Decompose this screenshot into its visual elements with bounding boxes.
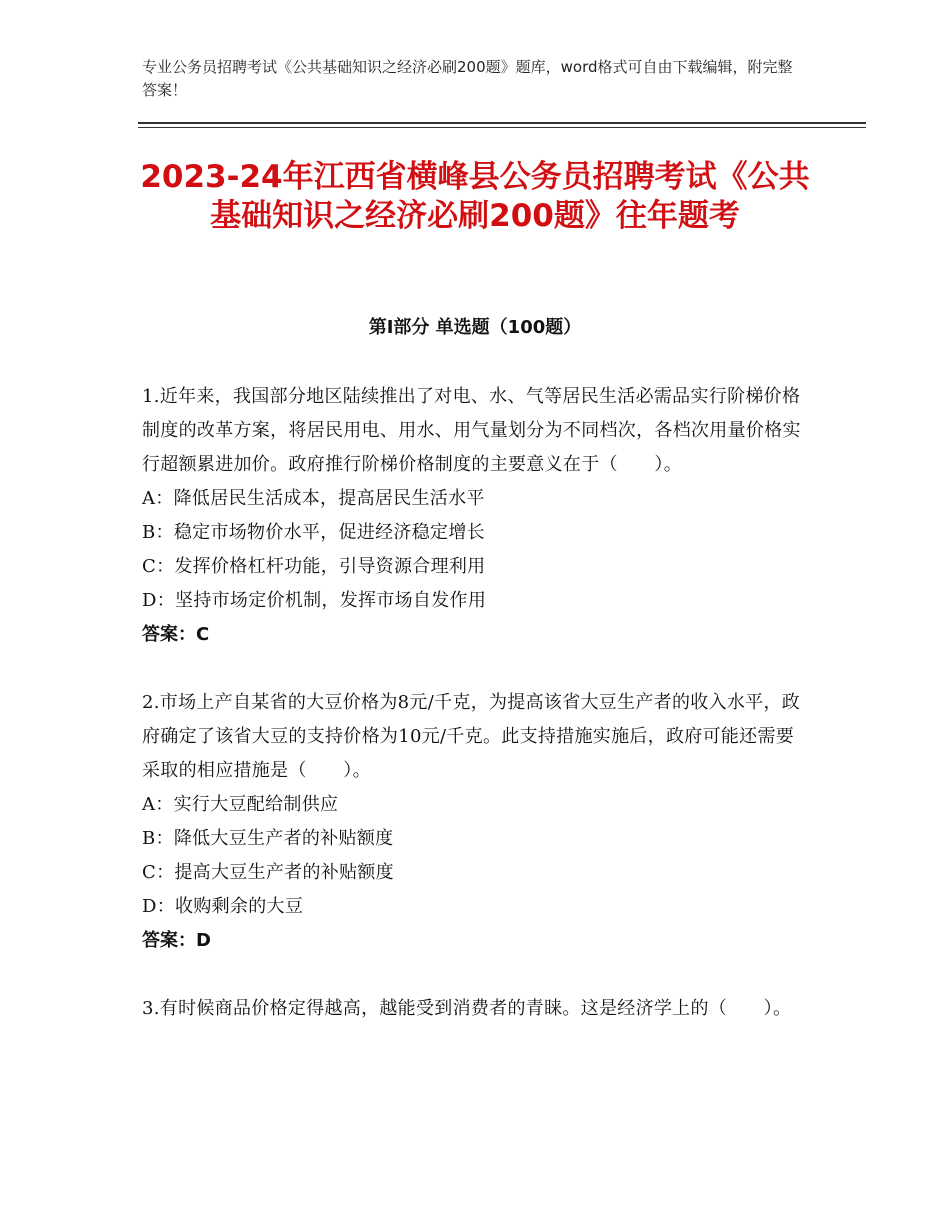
- header-note: 专业公务员招聘考试《公共基础知识之经济必刷200题》题库，word格式可自由下载编辑，附完整答案！: [142, 58, 793, 99]
- question-stem: 3.有时候商品价格定得越高，越能受到消费者的青睐。这是经济学上的（ ）。: [142, 998, 792, 1019]
- answer: 答案：C: [142, 624, 210, 645]
- option-a: A：实行大豆配给制供应: [142, 794, 339, 815]
- question-list: [142, 380, 806, 1060]
- option-d: D：收购剩余的大豆: [142, 896, 304, 917]
- question-stem: 2.市场上产自某省的大豆价格为8元/千克，为提高该省大豆生产者的收入水平，政府确定了该省大豆的支持价格为10元/千克。此支持措施实施后，政府可能还需要采取的相应措施是（ ）。: [142, 692, 801, 781]
- option-a: A：降低居民生活成本，提高居民生活水平: [142, 488, 485, 509]
- question-2: [142, 686, 806, 958]
- question-stem: 1.近年来，我国部分地区陆续推出了对电、水、气等居民生活必需品实行阶梯价格制度的改革方案，将居民用电、用水、用气量划分为不同档次，各档次用量价格实行超额累进加价。政府推行阶梯价格制度的主要意义在于（ ）。: [142, 386, 801, 475]
- document-title: 2023-24年江西省横峰县公务员招聘考试《公共基础知识之经济必刷200题》往年题考: [140, 159, 810, 234]
- option-b: B：降低大豆生产者的补贴额度: [142, 828, 394, 849]
- option-b: B：稳定市场物价水平，促进经济稳定增长: [142, 522, 485, 543]
- question-3: [142, 992, 806, 1026]
- section-heading: 第Ⅰ部分 单选题（100题）: [368, 317, 582, 338]
- option-c: C：发挥价格杠杆功能，引导资源合理利用: [142, 556, 486, 577]
- option-c: C：提高大豆生产者的补贴额度: [142, 862, 394, 883]
- header-divider-thin: [138, 127, 866, 128]
- answer: 答案：D: [142, 930, 211, 951]
- option-d: D：坚持市场定价机制，发挥市场自发作用: [142, 590, 487, 611]
- header-divider-thick: [138, 122, 866, 124]
- question-1: [142, 380, 806, 652]
